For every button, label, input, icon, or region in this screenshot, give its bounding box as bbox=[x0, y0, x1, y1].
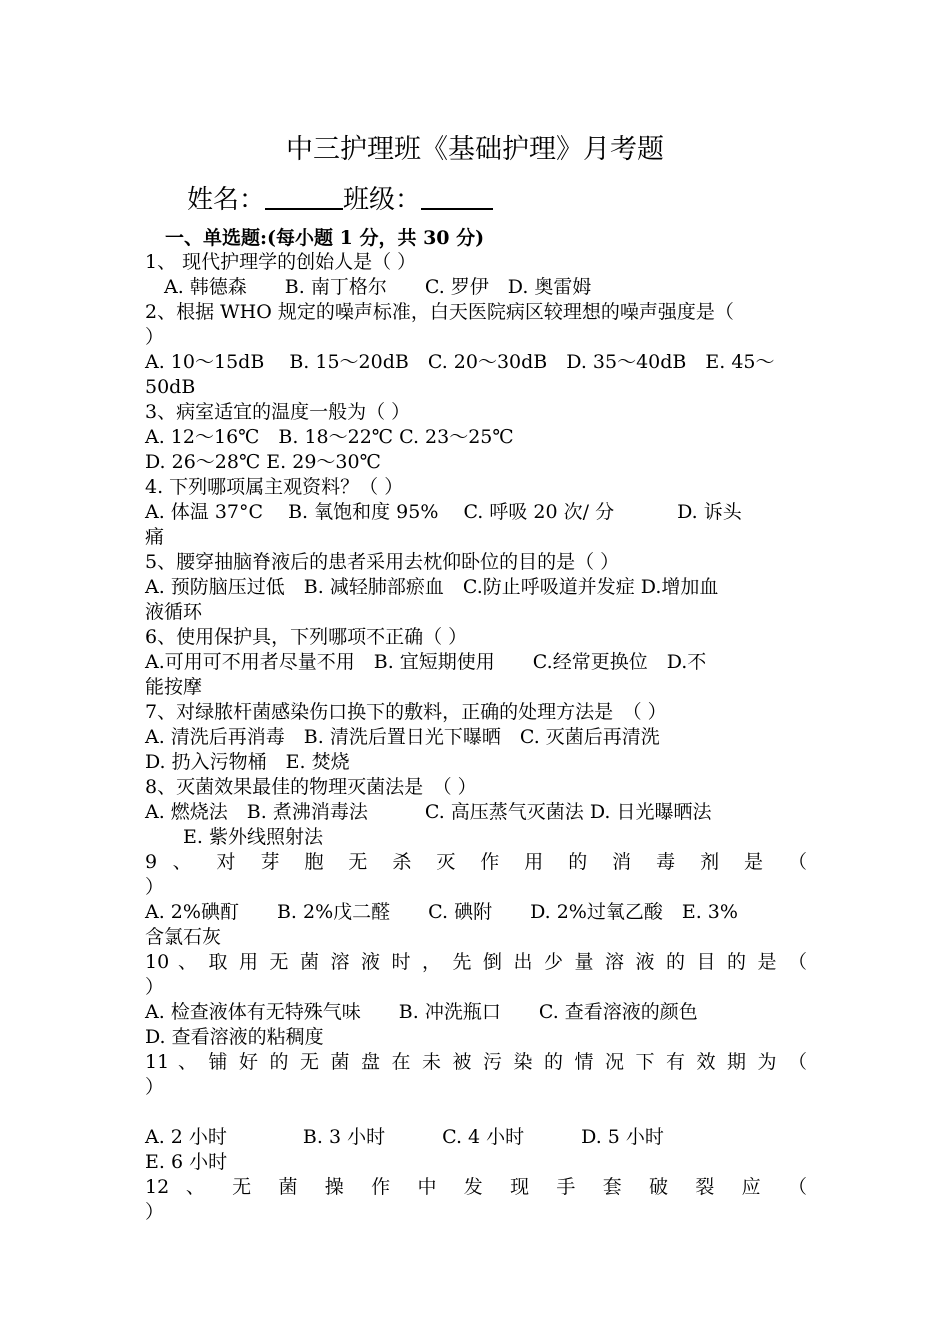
question-5-stem: 5、腰穿抽脑脊液后的患者采用去枕仰卧位的目的是（ ） bbox=[145, 551, 620, 573]
page-title: 中三护理班《基础护理》月考题 bbox=[286, 134, 664, 165]
question-9-stem-end: ） bbox=[145, 876, 165, 898]
question-11-options-cont: E. 6 小时 bbox=[145, 1151, 228, 1173]
question-10-options: A. 检查液体有无特殊气味 B. 冲洗瓶口 C. 查看溶液的颜色 bbox=[145, 1001, 698, 1023]
question-6-options-cont: 能按摩 bbox=[145, 676, 203, 698]
question-12-stem-end: ） bbox=[145, 1201, 165, 1223]
question-9-options-cont: 含氯石灰 bbox=[145, 926, 222, 948]
question-7-options: A. 清洗后再消毒 B. 清洗后置日光下曝晒 C. 灭菌后再清洗 bbox=[145, 726, 660, 748]
question-11-stem-end: ） bbox=[145, 1076, 165, 1098]
question-6-options: A.可用可不用者尽量不用 B. 宜短期使用 C.经常更换位 D.不 bbox=[145, 651, 707, 673]
question-3-stem: 3、病室适宜的温度一般为（ ） bbox=[145, 401, 411, 423]
question-5-options: A. 预防脑压过低 B. 减轻肺部瘀血 C.防止呼吸道并发症 D.增加血 bbox=[145, 576, 719, 598]
blank-line bbox=[145, 1100, 807, 1125]
question-8-stem: 8、灭菌效果最佳的物理灭菌法是 （ ） bbox=[145, 776, 477, 798]
question-9-options: A. 2%碘酊 B. 2%戊二醛 C. 碘附 D. 2%过氧乙酸 E. 3% bbox=[145, 901, 738, 923]
question-2-stem: 2、根据 WHO 规定的噪声标准，白天医院病区较理想的噪声强度是（ bbox=[145, 301, 734, 323]
question-7-stem: 7、对绿脓杆菌感染伤口换下的敷料，正确的处理方法是 （ ） bbox=[145, 701, 667, 723]
name-class-bar bbox=[187, 182, 493, 218]
question-12-stem: 12 、 无 菌 操 作 中 发 现 手 套 破 裂 应 （ bbox=[145, 1176, 807, 1198]
question-8-options: A. 燃烧法 B. 煮沸消毒法 C. 高压蒸气灭菌法 D. 日光曝晒法 bbox=[145, 801, 712, 823]
question-9-stem: 9 、 对 芽 胞 无 杀 灭 作 用 的 消 毒 剂 是 （ bbox=[145, 851, 807, 873]
question-11-options: A. 2 小时 B. 3 小时 C. 4 小时 D. 5 小时 bbox=[145, 1126, 664, 1148]
question-8-options-cont: E. 紫外线照射法 bbox=[145, 826, 323, 848]
question-2-options: A. 10～15dB B. 15～20dB C. 20～30dB D. 35～40dB E. 45～ bbox=[145, 351, 775, 373]
question-4-stem: 4. 下列哪项属主观资料？（ ） bbox=[145, 476, 404, 498]
question-1-options: A. 韩德森 B. 南丁格尔 C. 罗伊 D. 奥雷姆 bbox=[145, 276, 592, 298]
question-10-stem: 10 、 取 用 无 菌 溶 液 时 ， 先 倒 出 少 量 溶 液 的 目 的 是 （ bbox=[145, 951, 807, 973]
question-1-stem: 1、 现代护理学的创始人是（ ） bbox=[145, 251, 417, 273]
question-4-options: A. 体温 37°C B. 氧饱和度 95% C. 呼吸 20 次/ 分 D. 诉头 bbox=[145, 501, 742, 523]
class-blank[interactable] bbox=[421, 182, 493, 210]
question-2-stem-end: ） bbox=[145, 326, 165, 348]
question-3-options-cont: D. 26～28℃ E. 29～30℃ bbox=[145, 451, 381, 473]
question-2-options-cont: 50dB bbox=[145, 376, 196, 398]
question-4-options-cont: 痛 bbox=[145, 526, 165, 548]
name-label: 姓名： bbox=[187, 185, 266, 215]
class-label: 班级： bbox=[343, 185, 422, 215]
section-title: 一、单选题:(每小题 1 分，共 30 分) bbox=[165, 227, 485, 249]
question-3-options: A. 12～16℃ B. 18～22℃ C. 23～25℃ bbox=[145, 426, 514, 448]
question-10-options-cont: D. 查看溶液的粘稠度 bbox=[145, 1026, 324, 1048]
question-7-options-cont: D. 扔入污物桶 E. 焚烧 bbox=[145, 751, 350, 773]
question-list bbox=[145, 250, 807, 1225]
question-10-stem-end: ） bbox=[145, 976, 165, 998]
question-5-options-cont: 液循环 bbox=[145, 601, 203, 623]
name-blank[interactable] bbox=[265, 182, 343, 210]
question-11-stem: 11 、 铺 好 的 无 菌 盘 在 未 被 污 染 的 情 况 下 有 效 期 为 （ bbox=[145, 1051, 807, 1073]
question-6-stem: 6、使用保护具，下列哪项不正确（ ） bbox=[145, 626, 468, 648]
